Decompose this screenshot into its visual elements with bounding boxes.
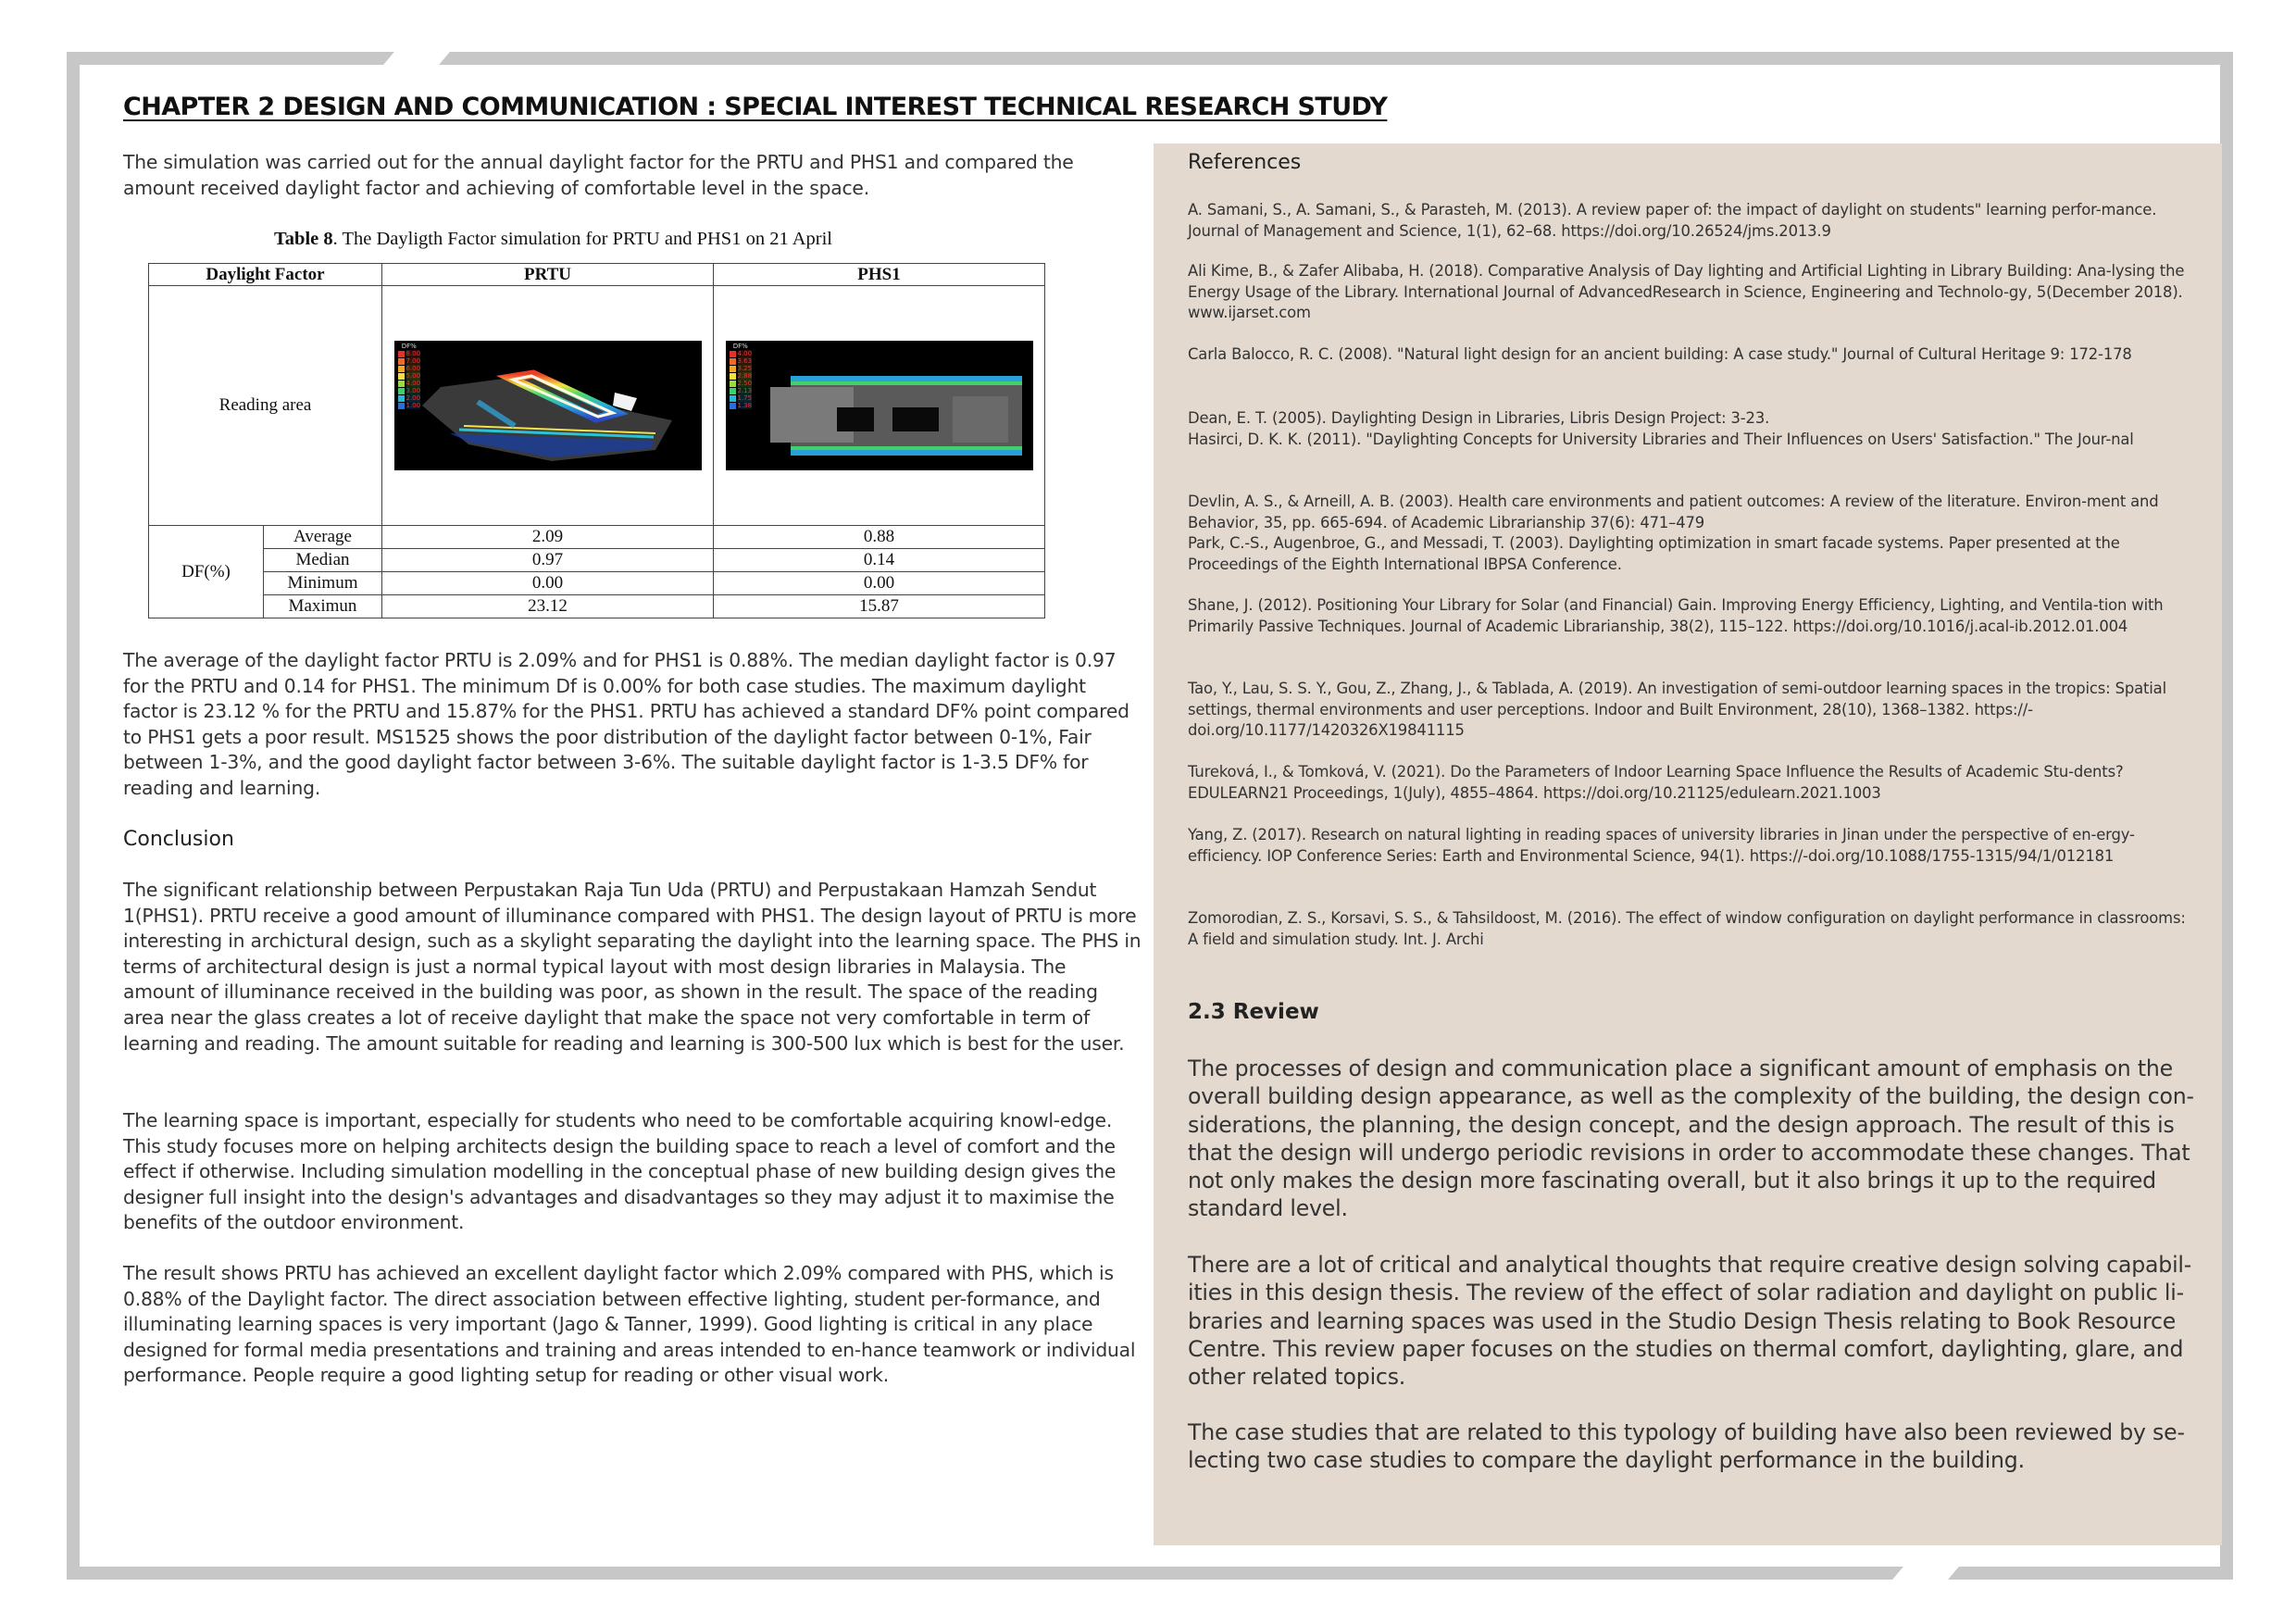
prtu-average: 2.09 bbox=[382, 526, 714, 549]
prtu-legend-title: DF% bbox=[401, 343, 417, 350]
phs1-void bbox=[892, 407, 939, 431]
phs1-legend-value: 2.50 bbox=[737, 380, 753, 387]
review-paragraph: There are a lot of critical and analytical thoughts that require creative design solving capabil-ities in this design thesis. The review of the effect of solar radiation and daylight on public li-braries and learning spaces was used in the Studio Design Thesis relating to Book Resource Centre. This review paper focuses on the studies on thermal comfort, daylighting, glare, and other related topics. bbox=[1188, 1252, 2192, 1391]
prtu-legend-item bbox=[398, 350, 421, 357]
prtu-legend bbox=[398, 343, 421, 409]
conclusion-paragraph: The learning space is important, especially for students who need to be comfortable acquiring knowl-edge. This study focuses more on helping architects design the building space to reach a level of comfort and the effect if otherwise. Including simulation modelling in the conceptual phase of new building design gives the designer full insight into the design's advantages and disadvantages so they may adjust it to maximise the benefits of the outdoor environment. bbox=[123, 1109, 1117, 1234]
prtu-legend-item bbox=[398, 372, 421, 380]
reading-area-label: Reading area bbox=[149, 286, 382, 526]
prtu-legend-swatch bbox=[398, 395, 405, 402]
conclusion-paragraph: The result shows PRTU has achieved an excellent daylight factor which 2.09% compared with PHS, which is 0.88% of the Daylight factor. The direct association between effective lighting, student per-formance, and illuminating learning spaces is very important (Jago & Tanner, 1999). Good lighting is critical in any place designed for formal media presentations and training and areas intended to en-hance teamwork or individual performance. People require a good lighting setup for reading or other visual work. bbox=[123, 1262, 1136, 1387]
intro-paragraph: The simulation was carried out for the annual daylight factor for the PRTU and PHS1 and compared the amount received daylight factor and achieving of comfortable level in the space. bbox=[123, 151, 1074, 199]
page-frame-right bbox=[2220, 52, 2233, 1580]
reference-entry: Tureková, I., & Tomková, V. (2021). Do the Parameters of Indoor Learning Space Influence the Results of Academic Stu-dents? EDULEARN21 Proceedings, 1(July), 4855–4864. https://doi.org/10.21125/edulearn.2021.1003 bbox=[1188, 763, 2124, 802]
prtu-legend-value: 6.00 bbox=[406, 365, 421, 372]
row-label-median: Median bbox=[264, 549, 382, 572]
phs1-legend-item bbox=[730, 387, 753, 394]
phs1-legend-value: 3.25 bbox=[737, 365, 753, 372]
reference-entry: Ali Kime, B., & Zafer Alibaba, H. (2018). Comparative Analysis of Day lighting and Artificial Lighting in Library Building: Ana-lysing the Energy Usage of the Library. International Journal of AdvancedResearch in Science, Engineering and Technolo-gy, 5(December 2018). www.ijarset.com bbox=[1188, 262, 2185, 321]
row-label-average: Average bbox=[264, 526, 382, 549]
phs1-legend-value: 3.63 bbox=[737, 357, 753, 365]
conclusion-paragraph: The significant relationship between Perpustakan Raja Tun Uda (PRTU) and Perpustakaan Hamzah Sendut 1(PHS1). PRTU receive a good amount of illuminance compared with PHS1. The design layout of PRTU is more interesting in archictural design, such as a skylight separating the daylight into the learning space. The PHS in terms of architectural design is just a normal typical layout with most design libraries in Malaysia. The amount of illuminance received in the building was poor, as shown in the result. The space of the reading area near the glass creates a lot of receive daylight that make the space not very comfortable in term of learning and reading. The amount suitable for reading and learning is 300-500 lux which is best for the user. bbox=[123, 879, 1142, 1055]
phs1-legend-value: 4.00 bbox=[737, 350, 753, 357]
prtu-simulation-image bbox=[394, 341, 702, 470]
phs1-daylight-render bbox=[726, 341, 1033, 470]
references-heading: References bbox=[1188, 151, 1302, 174]
prtu-legend-item bbox=[398, 357, 421, 365]
prtu-legend-value: 8.00 bbox=[406, 350, 421, 357]
phs1-edge-df bbox=[791, 446, 1022, 450]
review-paragraph: The processes of design and communication place a significant amount of emphasis on the overall building design appearance, as well as the complexity of the building, the design con-siderations, the planning, the design concept, and the design approach. The result of this is that the design will undergo periodic revisions in order to accommodate these changes. That not only makes the design more fascinating overall, but it also brings it up to the required standard level. bbox=[1188, 1056, 2194, 1222]
reference-entry: Carla Balocco, R. C. (2008). "Natural light design for an ancient building: A case study." Journal of Cultural Heritage 9: 172-178 bbox=[1188, 345, 2132, 363]
phs1-legend-value: 1.75 bbox=[737, 394, 753, 402]
phs1-edge-df bbox=[791, 381, 1022, 385]
prtu-legend-swatch bbox=[398, 381, 405, 387]
df-group-label: DF(%) bbox=[149, 526, 264, 618]
phs1-legend-item bbox=[730, 357, 753, 365]
phs1-maximum: 15.87 bbox=[714, 595, 1045, 618]
prtu-legend-value: 5.00 bbox=[406, 372, 421, 380]
daylight-factor-table bbox=[148, 263, 1045, 618]
row-label-maximum: Maximun bbox=[264, 595, 382, 618]
phs1-legend-swatch bbox=[730, 403, 736, 409]
reference-entry: Tao, Y., Lau, S. S. Y., Gou, Z., Zhang, J., & Tablada, A. (2019). An investigation of semi-outdoor learning spaces in the tropics: Spatial settings, thermal environments and user perceptions. Indoor and Built Environment, 28(10), 1368–1382. https://-doi.org/10.1177/1420326X19841115 bbox=[1188, 680, 2166, 739]
phs1-legend-value: 1.38 bbox=[737, 402, 753, 409]
review-paragraph: The case studies that are related to this typology of building have also been reviewed by se-lecting two case studies to compare the daylight performance in the building. bbox=[1188, 1419, 2185, 1474]
prtu-legend-swatch bbox=[398, 358, 405, 365]
reference-entry: A. Samani, S., A. Samani, S., & Parasteh, M. (2013). A review paper of: the impact of daylight on students" learning perfor-mance. Journal of Management and Science, 1(1), 62–68. https://doi.org/10.26524/jms.2013.9 bbox=[1188, 201, 2157, 240]
reference-entry: Zomorodian, Z. S., Korsavi, S. S., & Tahsildoost, M. (2016). The effect of window configuration on daylight performance in classrooms: A field and simulation study. Int. J. Archi bbox=[1188, 909, 2186, 948]
prtu-legend-item bbox=[398, 380, 421, 387]
prtu-minimum: 0.00 bbox=[382, 572, 714, 595]
phs1-edge-df bbox=[791, 376, 1022, 381]
phs1-legend-swatch bbox=[730, 358, 736, 365]
prtu-maximum: 23.12 bbox=[382, 595, 714, 618]
prtu-legend-item bbox=[398, 394, 421, 402]
prtu-legend-swatch bbox=[398, 351, 405, 357]
prtu-legend-item bbox=[398, 365, 421, 372]
phs1-legend-swatch bbox=[730, 351, 736, 357]
prtu-legend-value: 7.00 bbox=[406, 357, 421, 365]
phs1-legend-value: 2.88 bbox=[737, 372, 753, 380]
reference-entry: Shane, J. (2012). Positioning Your Library for Solar (and Financial) Gain. Improving Energy Efficiency, Lighting, and Ventila-tion with Primarily Passive Techniques. Journal of Academic Librarianship, 38(2), 115–122. https://doi.org/10.1016/j.acal-ib.2012.01.004 bbox=[1188, 596, 2164, 635]
review-heading: 2.3 Review bbox=[1188, 1000, 1319, 1024]
table-caption bbox=[274, 229, 832, 250]
reference-entry: Dean, E. T. (2005). Daylighting Design in Libraries, Libris Design Project: 3-23. Hasirci, D. K. K. (2011). "Daylighting Concepts for University Libraries and Their Influences on Users' Satisfaction." The Jour-nal bbox=[1188, 409, 2134, 448]
phs1-legend-title: DF% bbox=[732, 343, 748, 350]
prtu-legend-value: 1.00 bbox=[406, 402, 421, 409]
phs1-legend-item bbox=[730, 372, 753, 380]
frame-notch bbox=[383, 52, 450, 65]
phs1-legend-item bbox=[730, 365, 753, 372]
page-frame-left bbox=[67, 52, 80, 1580]
phs1-legend-swatch bbox=[730, 373, 736, 380]
phs1-wing bbox=[953, 396, 1008, 443]
table-header-phs1: PHS1 bbox=[714, 264, 1045, 286]
phs1-legend-value: 2.13 bbox=[737, 387, 753, 394]
phs1-legend-item bbox=[730, 350, 753, 357]
phs1-legend-swatch bbox=[730, 395, 736, 402]
table-caption-text: . The Dayligth Factor simulation for PRTU and PHS1 on 21 April bbox=[332, 229, 832, 249]
prtu-legend-value: 3.00 bbox=[406, 387, 421, 394]
prtu-legend-swatch bbox=[398, 366, 405, 372]
reference-entry: Yang, Z. (2017). Research on natural lighting in reading spaces of university libraries in Jinan under the perspective of en-ergy-efficiency. IOP Conference Series: Earth and Environmental Science, 94(1). https://-doi.org/10.1088/1755-1315/94/1/012181 bbox=[1188, 826, 2135, 865]
analysis-paragraph: The average of the daylight factor PRTU is 2.09% and for PHS1 is 0.88%. The median daylight factor is 0.97 for the PRTU and 0.14 for PHS1. The minimum Df is 0.00% for both case studies. The maximum daylight factor is 23.12 % for the PRTU and 15.87% for the PHS1. PRTU has achieved a standard DF% point compared to PHS1 gets a poor result. MS1525 shows the poor distribution of the daylight factor between 0-1%, Fair between 1-3%, and the good daylight factor between 3-6%. The suitable daylight factor is 1-3.5 DF% for reading and learning. bbox=[123, 649, 1129, 799]
phs1-legend-swatch bbox=[730, 366, 736, 372]
phs1-legend-item bbox=[730, 394, 753, 402]
phs1-minimum: 0.00 bbox=[714, 572, 1045, 595]
phs1-average: 0.88 bbox=[714, 526, 1045, 549]
phs1-edge-df bbox=[791, 450, 1022, 456]
chapter-title: CHAPTER 2 DESIGN AND COMMUNICATION : SPECIAL INTEREST TECHNICAL RESEARCH STUDY bbox=[123, 93, 1388, 121]
prtu-legend-value: 2.00 bbox=[406, 394, 421, 402]
table-caption-label: Table 8 bbox=[274, 229, 333, 249]
phs1-legend-item bbox=[730, 402, 753, 409]
conclusion-heading: Conclusion bbox=[123, 828, 234, 851]
prtu-daylight-render bbox=[394, 341, 702, 470]
phs1-void bbox=[837, 407, 874, 431]
row-label-minimum: Minimum bbox=[264, 572, 382, 595]
prtu-legend-item bbox=[398, 387, 421, 394]
reference-entry: Devlin, A. S., & Arneill, A. B. (2003). Health care environments and patient outcomes: A review of the literature. Environ-ment and Behavior, 35, pp. 665-694. of Academic Librarianship 37(6): 471–479 Park, C.-S., Augenbroe, G., and Messadi, T. (2003). Daylighting optimization in smart facade systems. Paper presented at the Proceedings of the Eighth International IBPSA Conference. bbox=[1188, 493, 2159, 573]
phs1-median: 0.14 bbox=[714, 549, 1045, 572]
prtu-simulation-cell bbox=[382, 286, 714, 526]
prtu-legend-item bbox=[398, 402, 421, 409]
phs1-simulation-image bbox=[726, 341, 1033, 470]
prtu-legend-swatch bbox=[398, 373, 405, 380]
prtu-legend-value: 4.00 bbox=[406, 380, 421, 387]
frame-notch bbox=[1892, 1567, 1959, 1580]
phs1-legend-swatch bbox=[730, 388, 736, 394]
prtu-legend-swatch bbox=[398, 388, 405, 394]
table-header-daylight-factor: Daylight Factor bbox=[149, 264, 382, 286]
phs1-legend bbox=[730, 343, 753, 409]
table-header-prtu: PRTU bbox=[382, 264, 714, 286]
prtu-legend-swatch bbox=[398, 403, 405, 409]
phs1-simulation-cell bbox=[714, 286, 1045, 526]
prtu-median: 0.97 bbox=[382, 549, 714, 572]
phs1-legend-swatch bbox=[730, 381, 736, 387]
phs1-legend-item bbox=[730, 380, 753, 387]
